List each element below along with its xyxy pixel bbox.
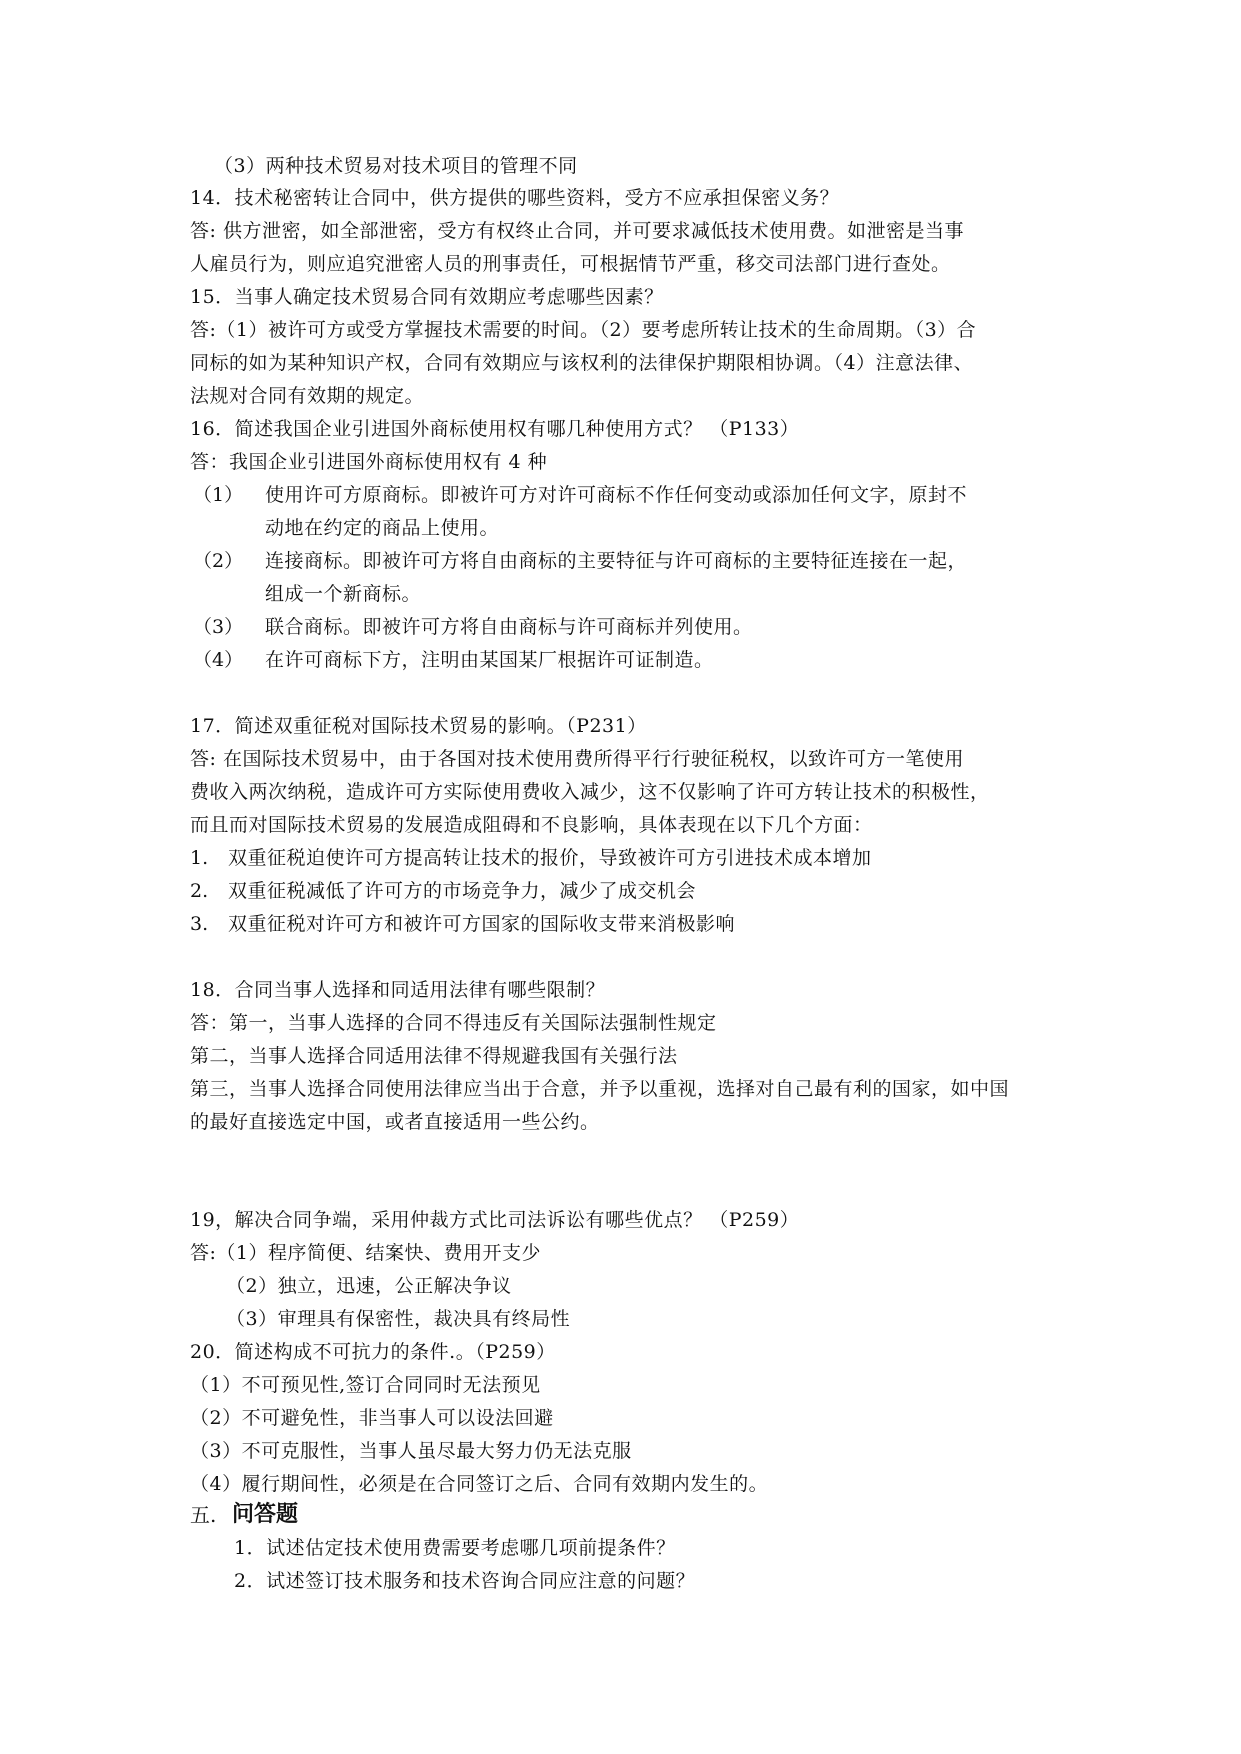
list-item: 动地在约定的商品上使用。 (265, 517, 500, 539)
essay-question: 1．试述估定技术使用费需要考虑哪几项前提条件？ (234, 1537, 676, 1559)
question-16: 16．简述我国企业引进国外商标使用权有哪几种使用方式？ （P133） (190, 418, 800, 440)
answer-text: 答：第一，当事人选择的合同不得违反有关国际法强制性规定 (190, 1012, 717, 1034)
list-item: 双重征税减低了许可方的市场竞争力，减少了成交机会 (228, 880, 697, 902)
list-item: 组成一个新商标。 (265, 583, 422, 605)
essay-question: 2．试述签订技术服务和技术咨询合同应注意的问题？ (234, 1570, 696, 1592)
list-number: （2） (193, 550, 244, 572)
answer-text: 答:（1）程序简便、结案快、费用开支少 (190, 1242, 541, 1264)
answer-text: 的最好直接选定中国，或者直接适用一些公约。 (190, 1111, 600, 1133)
text-line: （3）两种技术贸易对技术项目的管理不同 (214, 155, 578, 177)
list-item: 联合商标。即被许可方将自由商标与许可商标并列使用。 (265, 616, 753, 638)
answer-text: 答: 在国际技术贸易中，由于各国对技术使用费所得平行行驶征税权，以致许可方一笔使用 (190, 748, 964, 770)
answer-text: 第二，当事人选择合同适用法律不得规避我国有关强行法 (190, 1045, 678, 1067)
answer-text: 法规对合同有效期的规定。 (190, 385, 425, 407)
list-item: （2）不可避免性，非当事人可以设法回避 (190, 1407, 554, 1429)
answer-text: 第三，当事人选择合同使用法律应当出于合意，并予以重视，选择对自己最有利的国家，如中国 (190, 1078, 1010, 1100)
list-item: 使用许可方原商标。即被许可方对许可商标不作任何变动或添加任何文字，原封不 (265, 484, 968, 506)
question-17: 17．简述双重征税对国际技术贸易的影响。（P231） (190, 715, 647, 737)
answer-text: 费收入两次纳税，造成许可方实际使用费收入减少，这不仅影响了许可方转让技术的积极性， (190, 781, 990, 803)
answer-text: （3）审理具有保密性，裁决具有终局性 (226, 1308, 571, 1330)
list-item: （4）履行期间性，必须是在合同签订之后、合同有效期内发生的。 (190, 1473, 769, 1495)
list-number: （1） (193, 484, 244, 506)
question-20: 20．简述构成不可抗力的条件.。（P259） (190, 1341, 556, 1363)
list-number: 1. (190, 847, 209, 869)
list-number: （4） (193, 649, 244, 671)
section-number: 五. (190, 1503, 217, 1527)
list-item: （3）不可克服性，当事人虽尽最大努力仍无法克服 (190, 1440, 632, 1462)
question-18: 18．合同当事人选择和同适用法律有哪些限制？ (190, 979, 606, 1001)
list-number: 3. (190, 913, 209, 935)
list-item: 在许可商标下方，注明由某国某厂根据许可证制造。 (265, 649, 714, 671)
list-item: 双重征税迫使许可方提高转让技术的报价，导致被许可方引进技术成本增加 (228, 847, 872, 869)
list-item: （1）不可预见性,签订合同同时无法预见 (190, 1374, 541, 1396)
answer-text: （2）独立，迅速，公正解决争议 (226, 1275, 512, 1297)
answer-text: 人雇员行为，则应追究泄密人员的刑事责任，可根据情节严重，移交司法部门进行查处。 (190, 253, 951, 275)
answer-text: 答：我国企业引进国外商标使用权有 4 种 (190, 451, 548, 473)
question-19: 19，解决合同争端，采用仲裁方式比司法诉讼有哪些优点？ （P259） (190, 1209, 800, 1231)
list-item: 连接商标。即被许可方将自由商标的主要特征与许可商标的主要特征连接在一起， (265, 550, 968, 572)
list-item: 双重征税对许可方和被许可方国家的国际收支带来消极影响 (228, 913, 736, 935)
answer-text: 答: 供方泄密，如全部泄密，受方有权终止合同，并可要求减低技术使用费。如泄密是当事 (190, 220, 964, 242)
answer-text: 答:（1）被许可方或受方掌握技术需要的时间。（2）要考虑所转让技术的生命周期。（3）合 (190, 319, 977, 341)
question-14: 14．技术秘密转让合同中，供方提供的哪些资料，受方不应承担保密义务？ (190, 187, 840, 209)
list-number: 2. (190, 880, 209, 902)
section-heading: 问答题 (232, 1502, 299, 1527)
answer-text: 而且而对国际技术贸易的发展造成阻碍和不良影响，具体表现在以下几个方面： (190, 814, 873, 836)
question-15: 15．当事人确定技术贸易合同有效期应考虑哪些因素？ (190, 286, 664, 308)
answer-text: 同标的如为某种知识产权，合同有效期应与该权利的法律保护期限相协调。（4）注意法律、 (190, 352, 974, 374)
list-number: （3） (193, 616, 244, 638)
